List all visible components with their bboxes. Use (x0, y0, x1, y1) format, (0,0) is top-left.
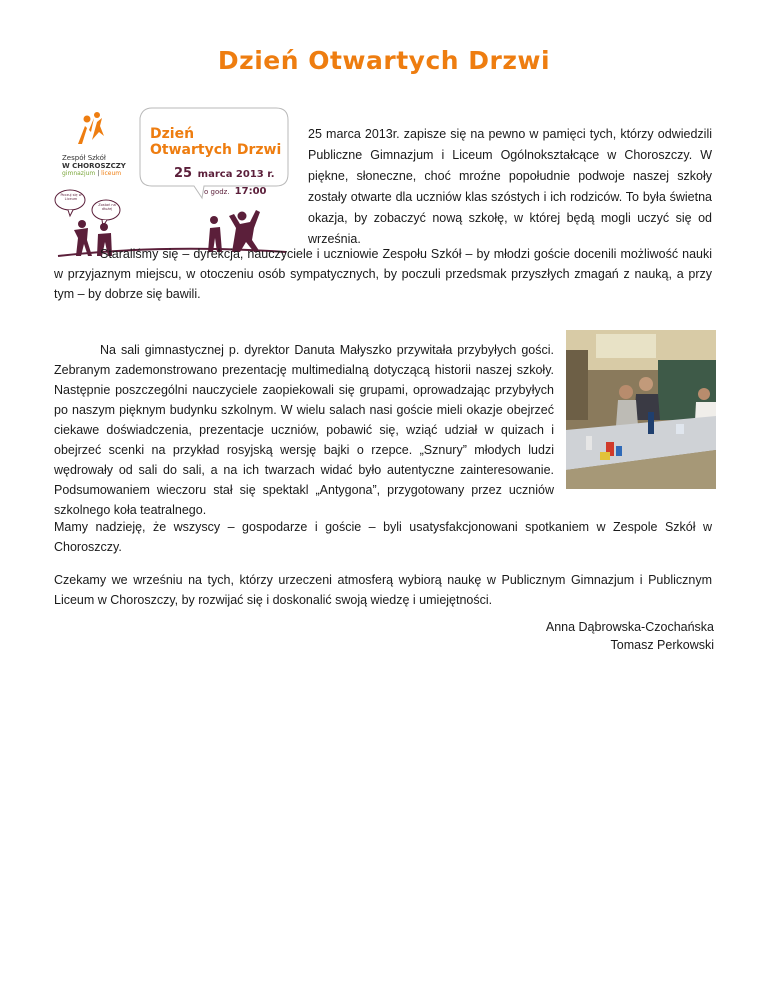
classroom-photo (566, 330, 716, 489)
school-liceum: liceum (101, 170, 122, 177)
intro-paragraph: 25 marca 2013r. zapisze się na pewno w pamięci tych, którzy odwiedzili Publiczne Gimnazjum i Liceum Ogólnokształcące w Choroszczy. W piękne, słoneczne, choć mroźne popołudnie podwoje naszej szkoły zostały otwarte dla uczniów klas szóstych i ich rodziców. To była świetna okazja, by zobaczyć nową szkołę, w której będą mogli uczyć się od września. (308, 127, 712, 246)
poster-date-day: 25 (174, 166, 193, 181)
paragraph-hope: Mamy nadzieję, że wszyscy – gospodarze i goście – byli usatysfakcjonowani spotkaniem w Zespole Szkół w Choroszczy. (54, 520, 712, 554)
poster-heading-line2: Otwartych Drzwi (150, 142, 282, 158)
poster-time-value: 17:00 (234, 186, 267, 197)
bubble-text-2: Zostań na dłużej (98, 203, 116, 211)
school-separator: | (97, 170, 100, 177)
school-name-line2: W CHOROSZCZY (62, 162, 126, 170)
signature-block (546, 618, 714, 654)
signature-author-2: Tomasz Perkowski (610, 638, 714, 652)
signature-author-1: Anna Dąbrowska-Czochańska (545, 620, 714, 634)
poster-time-prefix: o godz. (204, 188, 230, 196)
school-name-line1: Zespół Szkół (62, 154, 106, 162)
school-logo-icon (78, 112, 104, 144)
bubble-text-1: Poczuj się w Liceum (60, 193, 82, 201)
poster-date-rest: marca 2013 r. (197, 169, 275, 180)
event-poster (54, 106, 290, 264)
poster-heading-line1: Dzień (150, 126, 195, 142)
paragraph-effort: Staraliśmy się – dyrekcja, nauczyciele i uczniowie Zespołu Szkół – by młodzi goście docenili możliwość nauki w przyjaznym miejscu, w otoczeniu osób sympatycznych, by poczuli przedsmak przyszłych zmagań z nauką, a przy tym – by dobrze się bawili. (54, 247, 712, 301)
paragraph-invitation: Czekamy we wrześniu na tych, którzy urzeczeni atmosferą wybiorą naukę w Publicznym Gimnazjum i Publicznym Liceum w Choroszczy, by rozwijać się i doskonalić swoją wiedzę i umiejętności. (54, 573, 712, 607)
page-title: Dzień Otwartych Drzwi (217, 46, 551, 75)
paragraph-visit: Na sali gimnastycznej p. dyrektor Danuta Małyszko przywitała przybyłych gości. Zebranym zademonstrowano prezentację multimedialną dotyczącą historii naszej szkoły. Następnie poszczególni nauczyciele zaopiekowali się grupami, oprowadzając przybyłych po naszym pięknym budynku szkolnym. W wielu salach nasi goście mieli okazje obejrzeć ciekawe doświadczenia, prezentacje uczniów, pobawić się, wziąć udział w quizach i obejrzeć scenki na przykład rosyjską wersję bajki o rzepce. „Sznury” młodych ludzi wędrowały od sali do sali, a na ich twarzach widać było autentyczne zainteresowanie. Podsumowaniem wieczoru stał się spektakl „Antygona”, przygotowany przez uczniów szkolnego koła teatralnego. (54, 343, 554, 517)
school-gimnazjum: gimnazjum (62, 170, 96, 177)
